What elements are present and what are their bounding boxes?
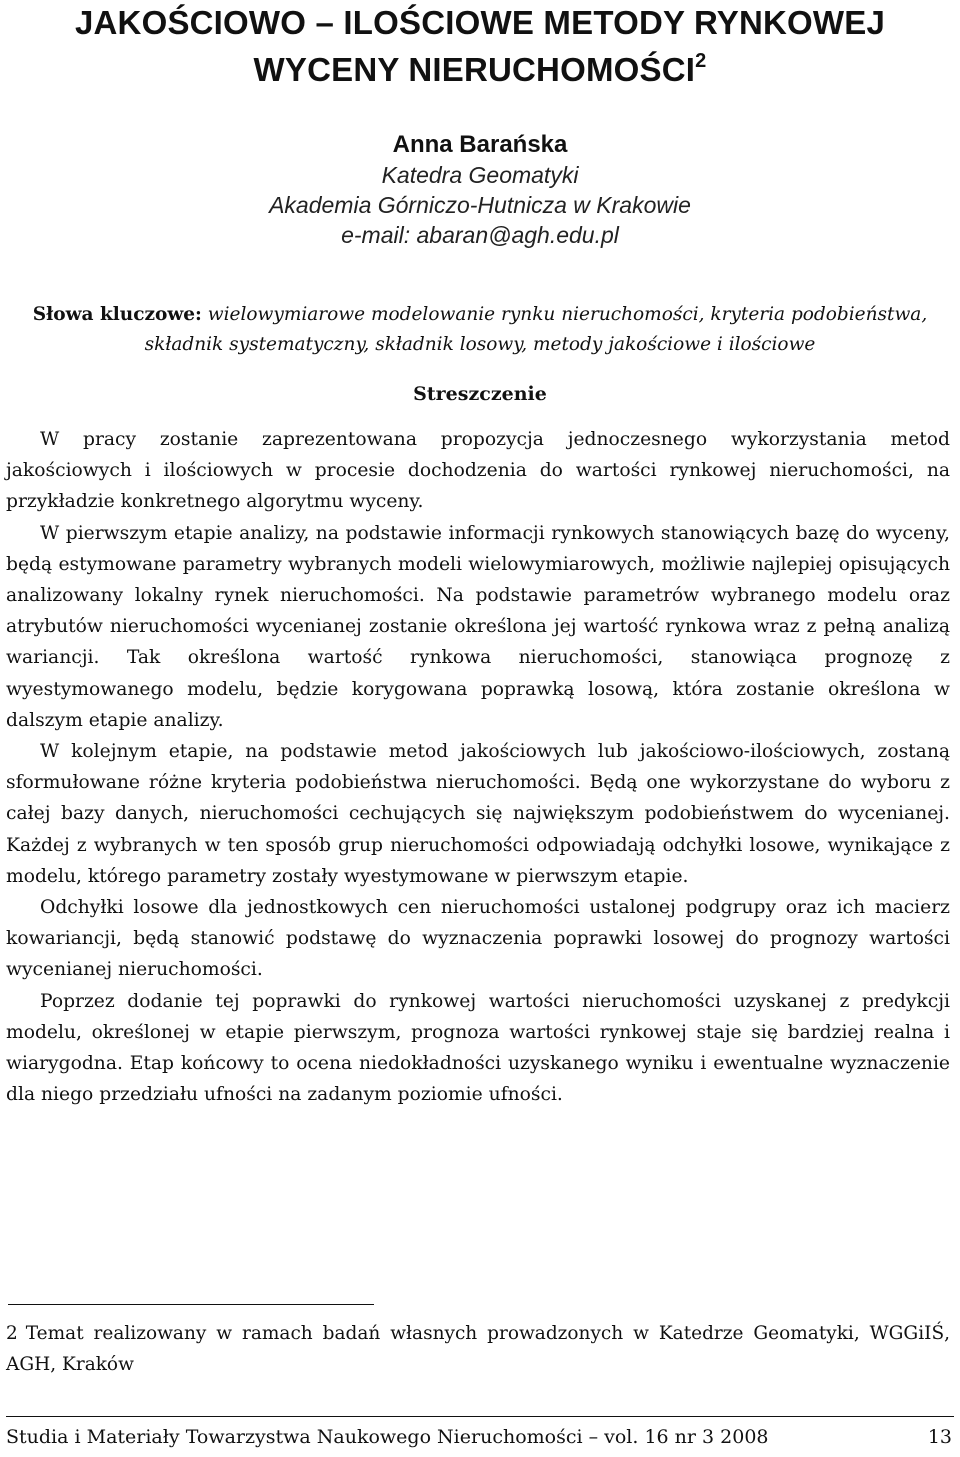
title-footnote-ref: 2	[695, 50, 707, 72]
footnote-mark: 2	[6, 1323, 18, 1344]
page-number: 13	[927, 1426, 952, 1448]
author-block	[0, 130, 960, 250]
author-department: Katedra Geomatyki	[381, 162, 579, 188]
footnote-text: Temat realizowany w ramach badań własnych prowadzonych w Katedrze Geomatyki, WGGiIŚ, AGH, Kraków	[6, 1323, 950, 1375]
abstract-paragraph-1: W pracy zostanie zaprezentowana propozycja jednoczesnego wykorzystania metod jakościowych i ilościowych w procesie dochodzenia do wartości rynkowej nieruchomości, na przykładzie konkretnego algorytmu wyceny.	[6, 429, 950, 513]
journal-name: Studia i Materiały Towarzystwa Naukowego Nieruchomości – vol. 16 nr 3 2008	[6, 1426, 769, 1448]
keywords-block	[18, 300, 942, 360]
title-line-1: JAKOŚCIOWO – ILOŚCIOWE METODY RYNKOWEJ	[74, 4, 886, 41]
author-email: e-mail: abaran@agh.edu.pl	[341, 222, 619, 248]
abstract-paragraph-3: W kolejnym etapie, na podstawie metod jakościowych lub jakościowo-ilościowych, zostaną sformułowane różne kryteria podobieństwa nieruchomości. Będą one wykorzystane do wyboru z całej bazy danych, nieruchomości cechujących się największym podobieństwem do wycenianej. Każdej z wybranych w ten sposób grup nieruchomości odpowiadają odchyłki losowe, wynikające z modelu, którego parametry zostały wyestymowane w pierwszym etapie.	[6, 741, 950, 887]
keywords-text: wielowymiarowe modelowanie rynku nieruchomości, kryteria podobieństwa, składnik systematyczny, składnik losowy, metody jakościowe i ilościowe	[144, 304, 928, 355]
footer-divider	[6, 1416, 954, 1417]
abstract-body	[6, 424, 950, 1110]
abstract-paragraph-5: Poprzez dodanie tej poprawki do rynkowej wartości nieruchomości uzyskanej z predykcji modelu, określonej w etapie pierwszym, prognoza wartości rynkowej staje się bardziej realna i wiarygodna. Etap końcowy to ocena niedokładności uzyskanego wyniku i ewentualne wyznaczenie dla niego przedziału ufności na zadanym poziomie ufności.	[6, 990, 950, 1106]
footnote-divider	[8, 1304, 374, 1305]
abstract-paragraph-2: W pierwszym etapie analizy, na podstawie informacji rynkowych stanowiących bazę do wyceny, będą estymowane parametry wybranych modeli wielowymiarowych, możliwie najlepiej opisujących analizowany lokalny rynek nieruchomości. Na podstawie parametrów wybranego modelu oraz atrybutów nieruchomości wycenianej zostanie określona jej wartość rynkowa wraz z pełną analizą wariancji. Tak określona wartość rynkowa nieruchomości, stanowiąca prognozę z wyestymowanego modelu, będzie korygowana poprawką losową, która zostanie określona w dalszym etapie analizy.	[6, 522, 950, 731]
author-university: Akademia Górniczo-Hutnicza w Krakowie	[269, 192, 691, 218]
paper-title	[0, 4, 960, 89]
page-footer	[6, 1422, 952, 1452]
title-line-2: WYCENY NIERUCHOMOŚCI	[253, 51, 696, 88]
abstract-paragraph-4: Odchyłki losowe dla jednostkowych cen nieruchomości ustalonej podgrupy oraz ich macierz kowariancji, będą stanowić podstawę do wyznaczenia poprawki losowej do prognozy wartości wycenianej nieruchomości.	[6, 897, 950, 981]
footnote	[6, 1318, 950, 1380]
abstract-heading: Streszczenie	[413, 383, 547, 405]
author-name: Anna Barańska	[392, 131, 568, 158]
keywords-label: Słowa kluczowe:	[32, 304, 202, 325]
